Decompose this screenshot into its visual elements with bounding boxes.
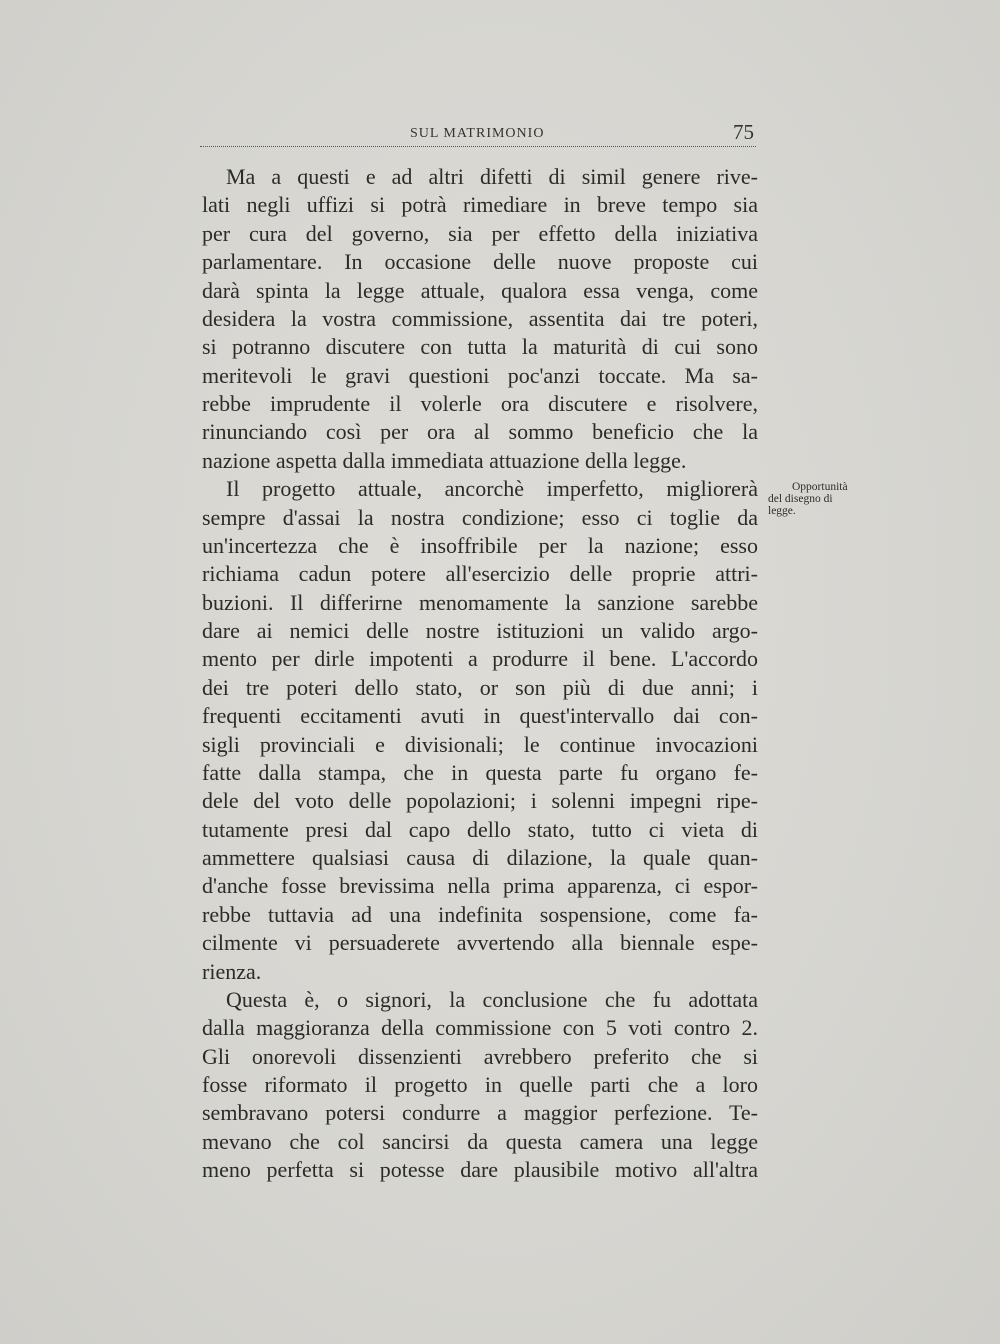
running-head: SUL MATRIMONIO xyxy=(410,126,545,141)
text-line: mevano che col sancirsi da questa camera una legge xyxy=(202,1128,758,1154)
text-line: sembravano potersi condurre a maggior perfezione. Te- xyxy=(202,1100,758,1126)
text-line: dei tre poteri dello stato, or son più di due anni; i xyxy=(202,674,758,700)
text-line: meritevoli le gravi questioni poc'anzi toccate. Ma sa- xyxy=(202,362,758,388)
text-line: per cura del governo, sia per effetto della iniziativa xyxy=(202,220,758,246)
text-line: fatte dalla stampa, che in questa parte fu organo fe- xyxy=(202,759,758,785)
page-number: 75 xyxy=(733,120,754,144)
margin-note-line: legge. xyxy=(768,505,796,517)
text-line: dele del voto delle popolazioni; i solenni impegni ripe- xyxy=(202,788,758,814)
text-line: sigli provinciali e divisionali; le continue invocazioni xyxy=(202,731,758,757)
text-line: ammettere qualsiasi causa di dilazione, la quale quan- xyxy=(202,845,758,870)
text-line: lati negli uffizi si potrà rimediare in breve tempo sia xyxy=(202,192,758,218)
page-header xyxy=(200,122,756,147)
text-line: si potranno discutere con tutta la maturità di cui sono xyxy=(202,334,758,360)
text-line: buzioni. Il differirne menomamente la sanzione sarebbe xyxy=(202,589,758,615)
text-line: rebbe imprudente il volerle ora discutere e risolvere, xyxy=(202,391,758,416)
text-line: meno perfetta si potesse dare plausibile motivo all'altra xyxy=(202,1157,758,1183)
text-line: mento per dirle impotenti a produrre il bene. L'accordo xyxy=(202,646,758,672)
text-line: tutamente presi dal capo dello stato, tutto ci vieta di xyxy=(202,816,758,842)
text-line: Ma a questi e ad altri difetti di simil genere rive- xyxy=(226,164,758,189)
text-line: rinunciando così per ora al sommo beneficio che la xyxy=(202,419,758,445)
margin-note-line: Opportunità xyxy=(792,481,848,493)
text-line: rienza. xyxy=(202,958,262,984)
text-line: Il progetto attuale, ancorchè imperfetto, migliorerà xyxy=(226,476,758,502)
margin-note-line: del disegno di xyxy=(768,493,833,505)
text-line: rebbe tuttavia ad una indefinita sospensione, come fa- xyxy=(202,901,758,927)
text-line: cilmente vi persuaderete avvertendo alla biennale espe- xyxy=(202,930,758,956)
text-line: dare ai nemici delle nostre istituzioni un valido argo- xyxy=(202,618,758,643)
text-line: parlamentare. In occasione delle nuove proposte cui xyxy=(202,249,758,275)
text-line: richiama cadun potere all'esercizio delle proprie attri- xyxy=(202,561,758,587)
text-line: Gli onorevoli dissenzienti avrebbero preferito che si xyxy=(202,1043,758,1069)
text-line: sempre d'assai la nostra condizione; esso ci toglie da xyxy=(202,504,758,530)
text-line: fosse riformato il progetto in quelle parti che a loro xyxy=(202,1072,758,1097)
text-line: dalla maggioranza della commissione con 5 voti contro 2. xyxy=(202,1015,758,1041)
text-line: frequenti eccitamenti avuti in quest'intervallo dai con- xyxy=(202,703,758,729)
margin-note xyxy=(768,481,878,517)
text-line: desidera la vostra commissione, assentita dai tre poteri, xyxy=(202,305,758,331)
text-line: Questa è, o signori, la conclusione che fu adottata xyxy=(226,986,758,1012)
text-line: nazione aspetta dalla immediata attuazione della legge. xyxy=(202,447,687,473)
text-line: un'incertezza che è insoffribile per la nazione; esso xyxy=(202,532,758,558)
text-line: darà spinta la legge attuale, qualora essa venga, come xyxy=(202,277,758,303)
text-line: d'anche fosse brevissima nella prima apparenza, ci espor- xyxy=(202,873,758,899)
body-text xyxy=(202,163,758,1185)
